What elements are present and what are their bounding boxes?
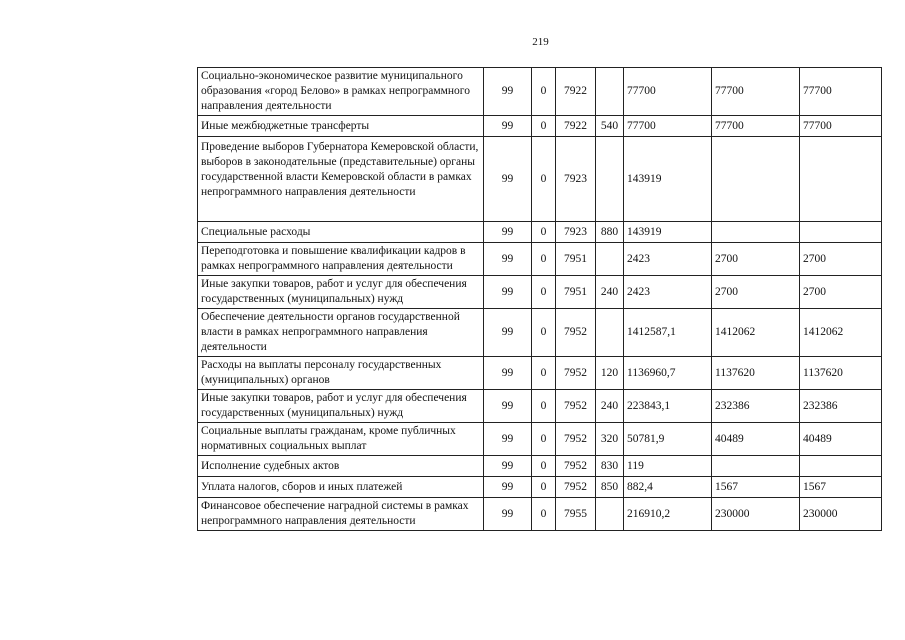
amount-year-2: 230000 <box>712 498 800 531</box>
table-row <box>198 222 882 243</box>
row-name: Расходы на выплаты персоналу государственных (муниципальных) органов <box>198 357 484 390</box>
code-target: 7951 <box>556 243 596 276</box>
code-subsection: 0 <box>532 423 556 456</box>
amount-year-1: 223843,1 <box>624 390 712 423</box>
amount-year-1: 882,4 <box>624 477 712 498</box>
amount-year-2 <box>712 137 800 222</box>
table-row <box>198 116 882 137</box>
amount-year-1: 143919 <box>624 222 712 243</box>
page-number: 219 <box>532 36 549 48</box>
amount-year-3: 232386 <box>800 390 882 423</box>
code-expense-type: 830 <box>596 456 624 477</box>
row-name: Переподготовка и повышение квалификации кадров в рамках непрограммного направления деятельности <box>198 243 484 276</box>
code-section: 99 <box>484 456 532 477</box>
row-name: Иные межбюджетные трансферты <box>198 116 484 137</box>
amount-year-3: 1137620 <box>800 357 882 390</box>
code-subsection: 0 <box>532 222 556 243</box>
row-name: Финансовое обеспечение наградной системы в рамках непрограммного направления деятельности <box>198 498 484 531</box>
code-section: 99 <box>484 498 532 531</box>
amount-year-3 <box>800 222 882 243</box>
row-name: Обеспечение деятельности органов государственной власти в рамках непрограммного направления деятельности <box>198 309 484 357</box>
table-row <box>198 68 882 116</box>
amount-year-3: 230000 <box>800 498 882 531</box>
code-expense-type: 240 <box>596 390 624 423</box>
row-name: Иные закупки товаров, работ и услуг для обеспечения государственных (муниципальных) нужд <box>198 390 484 423</box>
code-section: 99 <box>484 137 532 222</box>
code-section: 99 <box>484 68 532 116</box>
amount-year-2: 1137620 <box>712 357 800 390</box>
row-name: Проведение выборов Губернатора Кемеровской области, выборов в законодательные (представительные) органы государственной власти Кемеровской области в рамках непрограммного направления деятельности <box>198 137 484 222</box>
code-target: 7952 <box>556 390 596 423</box>
row-name: Исполнение судебных актов <box>198 456 484 477</box>
amount-year-2 <box>712 456 800 477</box>
amount-year-1: 2423 <box>624 276 712 309</box>
table-row <box>198 243 882 276</box>
table-row <box>198 477 882 498</box>
code-section: 99 <box>484 276 532 309</box>
amount-year-2: 2700 <box>712 276 800 309</box>
code-target: 7922 <box>556 116 596 137</box>
row-name: Специальные расходы <box>198 222 484 243</box>
code-target: 7952 <box>556 357 596 390</box>
amount-year-1: 77700 <box>624 68 712 116</box>
amount-year-1: 119 <box>624 456 712 477</box>
amount-year-3: 40489 <box>800 423 882 456</box>
code-subsection: 0 <box>532 498 556 531</box>
row-name: Иные закупки товаров, работ и услуг для обеспечения государственных (муниципальных) нужд <box>198 276 484 309</box>
amount-year-3: 2700 <box>800 243 882 276</box>
code-subsection: 0 <box>532 68 556 116</box>
table-row <box>198 276 882 309</box>
budget-table <box>197 67 882 531</box>
amount-year-1: 1412587,1 <box>624 309 712 357</box>
code-expense-type: 320 <box>596 423 624 456</box>
table-row <box>198 423 882 456</box>
code-expense-type <box>596 309 624 357</box>
code-subsection: 0 <box>532 137 556 222</box>
code-expense-type: 240 <box>596 276 624 309</box>
code-target: 7922 <box>556 68 596 116</box>
amount-year-1: 77700 <box>624 116 712 137</box>
code-target: 7952 <box>556 456 596 477</box>
code-subsection: 0 <box>532 477 556 498</box>
code-subsection: 0 <box>532 243 556 276</box>
code-section: 99 <box>484 477 532 498</box>
table-row <box>198 357 882 390</box>
amount-year-1: 216910,2 <box>624 498 712 531</box>
code-expense-type <box>596 137 624 222</box>
code-target: 7923 <box>556 222 596 243</box>
table-body <box>198 68 882 531</box>
code-expense-type <box>596 243 624 276</box>
code-subsection: 0 <box>532 456 556 477</box>
code-section: 99 <box>484 309 532 357</box>
amount-year-3: 1412062 <box>800 309 882 357</box>
code-section: 99 <box>484 390 532 423</box>
code-expense-type: 850 <box>596 477 624 498</box>
code-target: 7952 <box>556 423 596 456</box>
row-name: Социальные выплаты гражданам, кроме публичных нормативных социальных выплат <box>198 423 484 456</box>
code-subsection: 0 <box>532 390 556 423</box>
amount-year-3: 77700 <box>800 116 882 137</box>
amount-year-2: 77700 <box>712 116 800 137</box>
amount-year-1: 1136960,7 <box>624 357 712 390</box>
amount-year-2: 232386 <box>712 390 800 423</box>
amount-year-1: 2423 <box>624 243 712 276</box>
table-row <box>198 137 882 222</box>
code-section: 99 <box>484 222 532 243</box>
amount-year-3: 1567 <box>800 477 882 498</box>
amount-year-1: 50781,9 <box>624 423 712 456</box>
table-row <box>198 456 882 477</box>
code-subsection: 0 <box>532 116 556 137</box>
code-section: 99 <box>484 357 532 390</box>
code-target: 7955 <box>556 498 596 531</box>
amount-year-1: 143919 <box>624 137 712 222</box>
code-section: 99 <box>484 423 532 456</box>
code-target: 7952 <box>556 309 596 357</box>
code-expense-type <box>596 498 624 531</box>
code-expense-type: 540 <box>596 116 624 137</box>
row-name: Социально-экономическое развитие муниципального образования «город Белово» в рамках непрограммного направления деятельности <box>198 68 484 116</box>
code-section: 99 <box>484 243 532 276</box>
amount-year-3 <box>800 456 882 477</box>
code-target: 7952 <box>556 477 596 498</box>
code-target: 7951 <box>556 276 596 309</box>
amount-year-2: 77700 <box>712 68 800 116</box>
code-expense-type: 880 <box>596 222 624 243</box>
amount-year-2: 1567 <box>712 477 800 498</box>
code-expense-type <box>596 68 624 116</box>
table-row <box>198 390 882 423</box>
amount-year-2 <box>712 222 800 243</box>
amount-year-3 <box>800 137 882 222</box>
code-expense-type: 120 <box>596 357 624 390</box>
code-subsection: 0 <box>532 276 556 309</box>
amount-year-3: 2700 <box>800 276 882 309</box>
code-section: 99 <box>484 116 532 137</box>
table-row <box>198 309 882 357</box>
code-target: 7923 <box>556 137 596 222</box>
amount-year-2: 40489 <box>712 423 800 456</box>
row-name: Уплата налогов, сборов и иных платежей <box>198 477 484 498</box>
table-row <box>198 498 882 531</box>
code-subsection: 0 <box>532 309 556 357</box>
amount-year-2: 1412062 <box>712 309 800 357</box>
code-subsection: 0 <box>532 357 556 390</box>
amount-year-3: 77700 <box>800 68 882 116</box>
amount-year-2: 2700 <box>712 243 800 276</box>
